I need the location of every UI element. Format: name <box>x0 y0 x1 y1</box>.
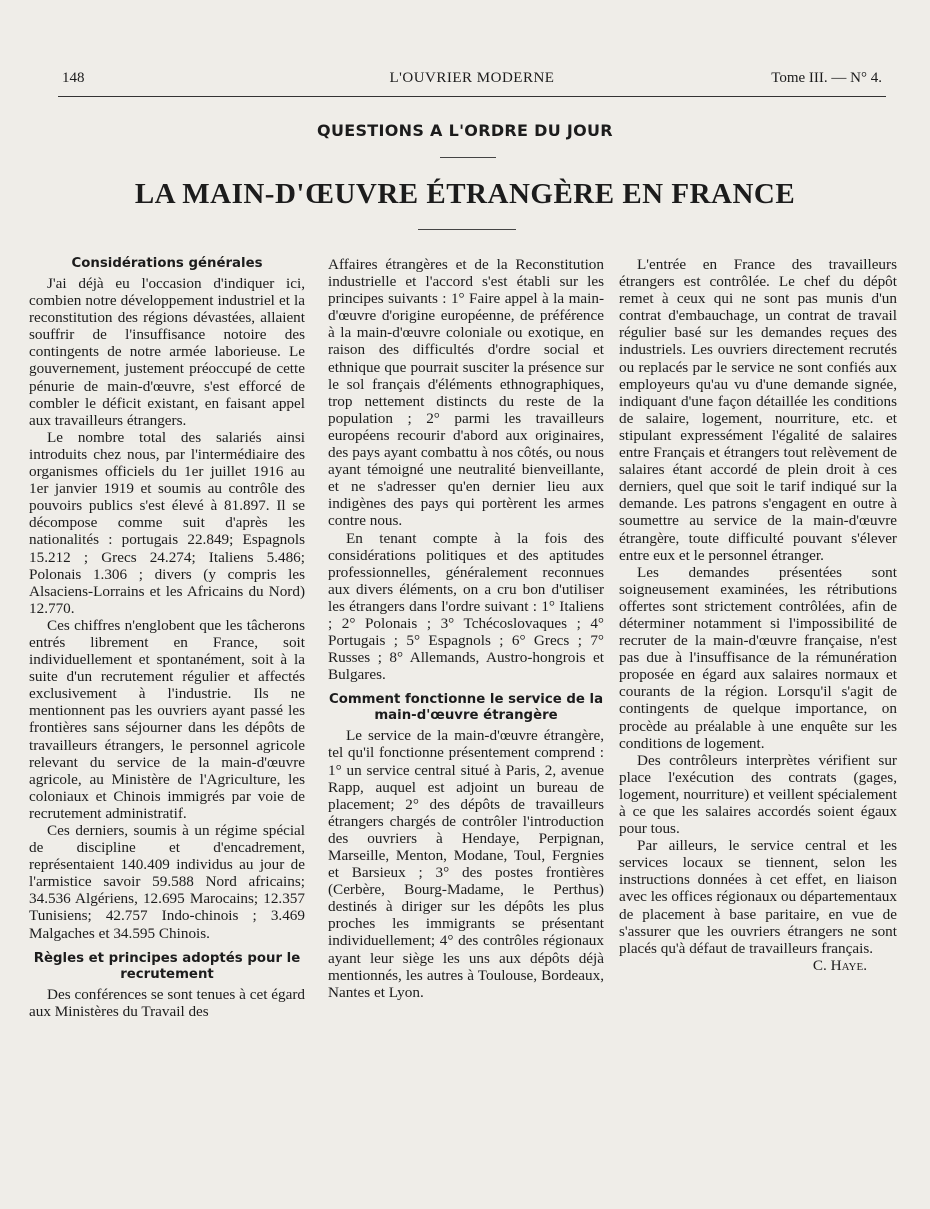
article-title: LA MAIN-D'ŒUVRE ÉTRANGÈRE EN FRANCE <box>134 178 796 210</box>
kicker-divider <box>440 157 496 158</box>
paragraph: Les demandes présentées sont soigneusement examinées, les rétributions offertes sont strictement contrôlées, afin de déterminer notamment si l'impossibilité de recruter de la main-d'œuvre française, n'est pas due à l'insuffisance de la rémunération proposée en égard aux salaires normaux et courants de la région. Lorsqu'il s'agit de contingents de quelque importance, on procède au préalable à une enquête sur les conditions de logement. <box>619 563 897 752</box>
paragraph: Des contrôleurs interprètes vérifient sur place l'exécution des contrats (gages, logement, nourriture) et veillent spécialement à ce que les salaires accordés soient égaux pour tous. <box>619 751 897 838</box>
section-heading: Règles et principes adoptés pour le recrutement <box>33 950 301 982</box>
paragraph: Des conférences se sont tenues à cet égard aux Ministères du Travail des <box>29 985 305 1020</box>
paragraph: Ces chiffres n'englobent que les tâcherons entrés librement en France, soit individuellement et spontanément, soit à la suite d'un recrutement régulier et affectés exclusivement à l'industrie. Ils ne mentionnent pas les ouvriers ayant passé les frontières sans séjourner dans les dépôts de travailleurs étrangers, le personnel agricole relevant du service de la main-d'œuvre agricole, au Ministère de l'Agriculture, les coloniaux et Chinois immigrés par voie de recrutement administratif. <box>29 616 305 822</box>
paragraph: L'entrée en France des travailleurs étrangers est contrôlée. Le chef du dépôt remet à ceux qui ne sont pas munis d'un contrat d'embauchage, un contrat de travail régulier basé sur les demandes reçues des industriels. Les ouvriers directement recrutés ou replacés par le service ne sont confiés aux employeurs qu'au vu d'une demande signée, indiquant d'une façon détaillée les conditions de salaire, logement, nourriture, etc. et stipulant expressément l'égalité de salaires entre Français et étrangers tout relèvement de salaires étant accordé de plein droit à ces derniers, quel que soit le tarif indiqué sur la demande. Les patrons s'engagent en outre à soumettre au service de la main-d'œuvre étrangère, toute difficulté pouvant s'élever entre eux et le personnel étranger. <box>619 256 897 564</box>
page-number: 148 <box>62 70 85 86</box>
paragraph: J'ai déjà eu l'occasion d'indiquer ici, combien notre développement industriel et la reconstitution des régions dévastées, allaient souffrir de l'insuffisance notoire des contingents de notre armée laborieuse. Le gouvernement, justement préoccupé de cette pénurie de main-d'œuvre, s'est efforcé de combler le déficit existant, en faisant appel aux travailleurs étrangers. <box>29 275 305 429</box>
paragraph: Ces derniers, soumis à un régime spécial de discipline et d'encadrement, représentaient 140.409 individus au jour de l'armistice savoir 59.588 Nord africains; 34.536 Algériens, 12.695 Marocains; 12.357 Tunisiens; 42.757 Indo-chinois ; 3.469 Malgaches et 34.595 Chinois. <box>29 822 305 942</box>
column-2 <box>328 256 604 1001</box>
journal-title: L'OUVRIER MODERNE <box>389 70 555 86</box>
section-kicker: QUESTIONS A L'ORDRE DU JOUR <box>317 121 613 140</box>
section-heading: Comment fonctionne le service de la main-d'œuvre étrangère <box>328 692 604 724</box>
column-1 <box>29 256 305 1020</box>
paragraph: Le service de la main-d'œuvre étrangère, tel qu'il fonctionne présentement comprend : 1° un service central situé à Paris, 2, avenue Rapp, auquel est adjoint un bureau de placement; 2° des dépôts de travailleurs étrangers chargés de contrôler l'introduction des ouvriers à Hendaye, Perpignan, Marseille, Menton, Modane, Toul, Fergnies et Barsieux ; 3° des postes frontières (Cerbère, Bourg-Madame, le Perthus) destinés à diriger sur les dépôts les plus proches les immigrants se présentant individuellement; 4° des contrôles régionaux ayant leur siège les uns aux dépôts déjà mentionnés, les autres à Toulouse, Bordeaux, Nantes et Lyon. <box>328 727 604 1001</box>
author-signature: C. Haye. <box>812 956 867 974</box>
paragraph: Affaires étrangères et de la Reconstitution industrielle et l'accord s'est établi sur les principes suivants : 1° Faire appel à la main-d'œuvre d'origine européenne, de préférence à la main-d'œuvre coloniale ou exotique, en raison des difficultés d'ordre social et ethnique que pourrait susciter la présence sur le sol français d'éléments ethnographiques, trop nettement distincts du reste de la population ; 2° parmi les travailleurs européens recourir d'abord aux originaires, des pays ayant combattu à nos côtés, ou nous ayant témoigné une neutralité bienveillante, et ne s'adresser qu'en dernier lieu aux indigènes des pays qui portèrent les armes contre nous. <box>328 256 604 530</box>
volume-number: Tome III. — N° 4. <box>771 70 882 86</box>
title-divider <box>418 229 516 230</box>
header-rule <box>58 96 886 97</box>
paragraph: En tenant compte à la fois des considérations politiques et des aptitudes professionnelles, généralement reconnues aux divers éléments, on a cru bon d'utiliser les étrangers dans l'ordre suivant : 1° Italiens ; 2° Polonais ; 3° Tchécoslovaques ; 4° Portugais ; 5° Espagnols ; 6° Grecs ; 7° Russes ; 8° Allemands, Austro-hongrois et Bulgares. <box>328 529 604 684</box>
paragraph: Par ailleurs, le service central et les services locaux se tiennent, selon les instructions données à cet effet, en liaison avec les offices régionaux ou départementaux de placement à base paritaire, en vue de s'assurer que les ouvriers étrangers ne sont placés qu'à défaut de travailleurs français. <box>619 837 897 957</box>
column-3 <box>619 256 897 974</box>
running-header <box>62 70 882 92</box>
section-heading: Considérations générales <box>71 256 263 271</box>
paragraph: Le nombre total des salariés ainsi introduits chez nous, par l'intermédiaire des organismes officiels du 1er juillet 1916 au 1er janvier 1919 et soumis au contrôle des pouvoirs publics s'est élevé à 81.897. Il se décompose comme suit d'après les nationalités : portugais 22.849; Espagnols 15.212 ; Grecs 24.274; Italiens 5.486; Polonais 1.306 ; divers (y compris les Alsaciens-Lorrains et les Africains du Nord) 12.770. <box>29 428 305 617</box>
